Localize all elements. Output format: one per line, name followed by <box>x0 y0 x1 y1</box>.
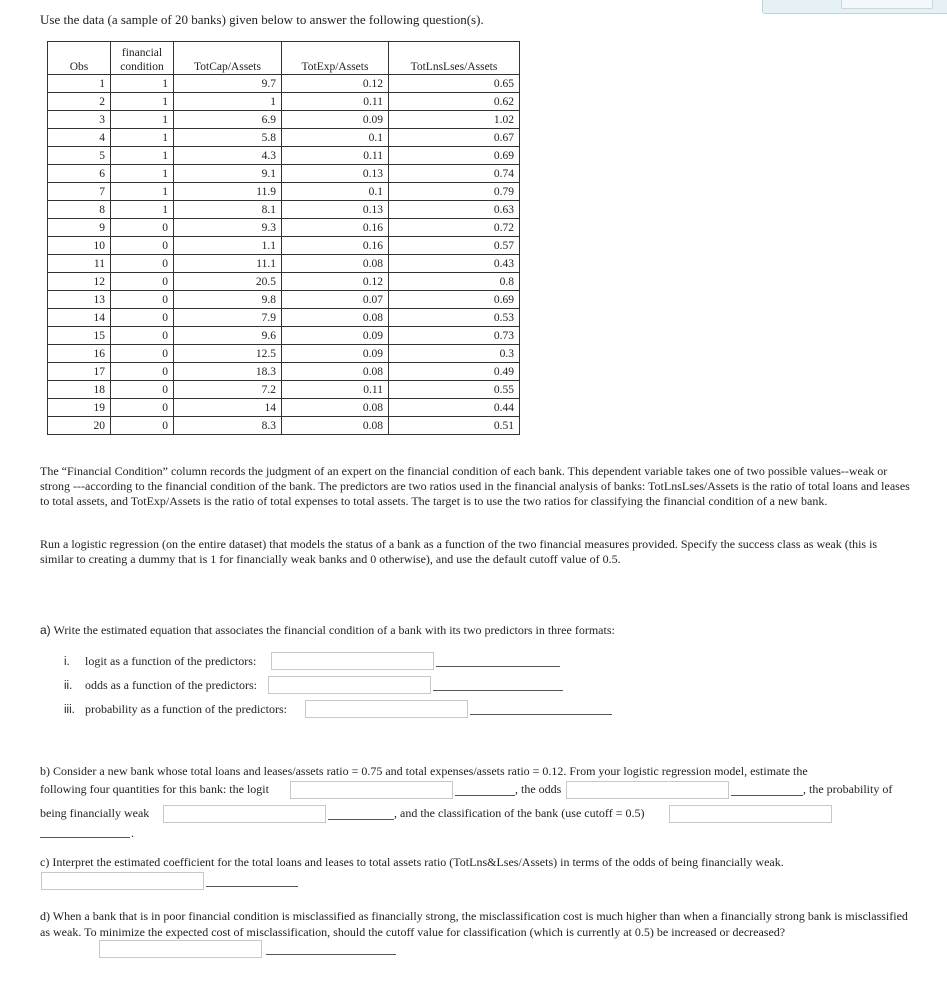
item-text: logit as a function of the predictors: <box>85 654 257 668</box>
cell-totlnslses-assets: 0.79 <box>389 183 520 201</box>
cell-financial-condition: 0 <box>111 219 174 237</box>
cell-financial-condition: 0 <box>111 327 174 345</box>
question-a-item-1 <box>64 651 256 671</box>
cell-totcap-assets: 5.8 <box>174 129 282 147</box>
logit-value-input[interactable] <box>290 781 453 799</box>
cell-totexp-assets: 0.12 <box>282 273 389 291</box>
question-b-line3-text: being financially weak <box>40 806 150 820</box>
probability-equation-input[interactable] <box>305 700 468 718</box>
answer-line <box>436 666 560 667</box>
cell-totexp-assets: 0.16 <box>282 219 389 237</box>
cell-totexp-assets: 0.07 <box>282 291 389 309</box>
cell-financial-condition: 1 <box>111 129 174 147</box>
cell-totlnslses-assets: 0.8 <box>389 273 520 291</box>
cell-financial-condition: 0 <box>111 345 174 363</box>
cell-financial-condition: 0 <box>111 381 174 399</box>
cell-totexp-assets: 0.1 <box>282 129 389 147</box>
cell-obs: 17 <box>48 363 111 381</box>
table-row <box>48 363 520 381</box>
table-header-row <box>48 42 520 75</box>
cell-totlnslses-assets: 0.57 <box>389 237 520 255</box>
cell-financial-condition: 0 <box>111 363 174 381</box>
table-row <box>48 291 520 309</box>
answer-line <box>266 954 396 955</box>
table-row <box>48 417 520 435</box>
header-totexp-assets: TotExp/Assets <box>282 42 389 75</box>
table-row <box>48 129 520 147</box>
table-row <box>48 309 520 327</box>
cell-totcap-assets: 1 <box>174 93 282 111</box>
cell-totlnslses-assets: 0.74 <box>389 165 520 183</box>
cell-totcap-assets: 7.9 <box>174 309 282 327</box>
question-a-item-3 <box>64 699 287 719</box>
cell-totcap-assets: 14 <box>174 399 282 417</box>
cell-totlnslses-assets: 0.44 <box>389 399 520 417</box>
cell-financial-condition: 0 <box>111 399 174 417</box>
cell-financial-condition: 0 <box>111 273 174 291</box>
cell-totexp-assets: 0.13 <box>282 201 389 219</box>
item-number: ii. <box>64 680 73 692</box>
item-number: i. <box>64 656 70 668</box>
cell-totlnslses-assets: 0.65 <box>389 75 520 93</box>
cell-totlnslses-assets: 0.43 <box>389 255 520 273</box>
cell-obs: 20 <box>48 417 111 435</box>
classification-input[interactable] <box>669 805 832 823</box>
cell-obs: 11 <box>48 255 111 273</box>
table-row <box>48 345 520 363</box>
table-row <box>48 237 520 255</box>
question-a-item-2 <box>64 675 257 695</box>
question-b-prob-text: , the probability of <box>803 782 893 796</box>
cell-totexp-assets: 0.16 <box>282 237 389 255</box>
cell-obs: 5 <box>48 147 111 165</box>
question-b-line2-text: following four quantities for this bank: the logit <box>40 782 269 796</box>
cell-totlnslses-assets: 0.67 <box>389 129 520 147</box>
table-row <box>48 399 520 417</box>
table-row <box>48 255 520 273</box>
table-row <box>48 273 520 291</box>
odds-value-input[interactable] <box>566 781 729 799</box>
cell-totexp-assets: 0.08 <box>282 399 389 417</box>
question-a-text: Write the estimated equation that associates the financial condition of a bank with its two predictors in three formats: <box>53 623 615 637</box>
cell-obs: 18 <box>48 381 111 399</box>
cell-obs: 2 <box>48 93 111 111</box>
logit-equation-input[interactable] <box>271 652 434 670</box>
cutoff-direction-input[interactable] <box>99 940 262 958</box>
probability-value-input[interactable] <box>163 805 326 823</box>
cell-totcap-assets: 12.5 <box>174 345 282 363</box>
cell-totexp-assets: 0.12 <box>282 75 389 93</box>
question-b-end: . <box>131 826 134 840</box>
table-row <box>48 147 520 165</box>
cell-totexp-assets: 0.08 <box>282 363 389 381</box>
cell-totexp-assets: 0.08 <box>282 255 389 273</box>
cell-totcap-assets: 9.8 <box>174 291 282 309</box>
cell-financial-condition: 0 <box>111 291 174 309</box>
cell-totexp-assets: 0.09 <box>282 345 389 363</box>
header-financial-condition: financial condition <box>111 42 174 75</box>
bank-data-table <box>47 41 520 435</box>
answer-line <box>731 795 803 796</box>
table-row <box>48 219 520 237</box>
answer-line <box>328 819 394 820</box>
question-b-line1: b) Consider a new bank whose total loans and leases/assets ratio = 0.75 and total expenses/assets ratio = 0.12. From your logistic regression model, estimate the <box>40 764 808 778</box>
cell-totlnslses-assets: 0.69 <box>389 147 520 165</box>
cell-financial-condition: 1 <box>111 75 174 93</box>
coefficient-interpretation-input[interactable] <box>41 872 204 890</box>
question-b-odds-text: , the odds <box>515 782 562 796</box>
question-c-text: c) Interpret the estimated coefficient for the total loans and leases to total assets ratio (TotLns&Lses/Assets) in terms of the odds of being financially weak. <box>40 855 784 869</box>
table-row <box>48 165 520 183</box>
cell-totexp-assets: 0.09 <box>282 111 389 129</box>
intro-text: Use the data (a sample of 20 banks) given below to answer the following question(s). <box>40 12 484 27</box>
answer-line <box>455 795 515 796</box>
header-totcap-assets: TotCap/Assets <box>174 42 282 75</box>
cell-totexp-assets: 0.09 <box>282 327 389 345</box>
cell-totcap-assets: 11.9 <box>174 183 282 201</box>
question-a <box>40 623 615 638</box>
cell-totlnslses-assets: 1.02 <box>389 111 520 129</box>
cell-totlnslses-assets: 0.49 <box>389 363 520 381</box>
cell-financial-condition: 1 <box>111 183 174 201</box>
cell-financial-condition: 0 <box>111 309 174 327</box>
cell-obs: 4 <box>48 129 111 147</box>
table-row <box>48 201 520 219</box>
financial-condition-paragraph: The “Financial Condition” column records the judgment of an expert on the financial condition of each bank. This dependent variable takes one of two possible values--weak or strong ---according to the financial condition of the bank. The predictors are two ratios used in the financial analysis of banks: TotLnsLses/Assets is the ratio of total loans and leases to total assets, and TotExp/Assets is the ratio of total expenses to total assets. The target is to use the two ratios for classifying the financial condition of a new bank. <box>40 464 910 508</box>
cell-obs: 16 <box>48 345 111 363</box>
answer-line <box>40 837 130 838</box>
cell-totlnslses-assets: 0.51 <box>389 417 520 435</box>
table-row <box>48 327 520 345</box>
item-text: probability as a function of the predictors: <box>85 702 287 716</box>
item-number: iii. <box>64 704 75 716</box>
cell-totcap-assets: 20.5 <box>174 273 282 291</box>
header-totlnslses-assets: TotLnsLses/Assets <box>389 42 520 75</box>
header-obs: Obs <box>48 42 111 75</box>
cell-totlnslses-assets: 0.3 <box>389 345 520 363</box>
cell-totcap-assets: 9.7 <box>174 75 282 93</box>
cell-obs: 19 <box>48 399 111 417</box>
question-a-label: a) <box>40 623 51 637</box>
cell-totlnslses-assets: 0.69 <box>389 291 520 309</box>
top-right-field <box>841 0 933 9</box>
table-row <box>48 111 520 129</box>
cell-totcap-assets: 9.3 <box>174 219 282 237</box>
cell-totlnslses-assets: 0.73 <box>389 327 520 345</box>
cell-totcap-assets: 7.2 <box>174 381 282 399</box>
cell-obs: 6 <box>48 165 111 183</box>
cell-totcap-assets: 1.1 <box>174 237 282 255</box>
answer-line <box>470 714 612 715</box>
cell-obs: 8 <box>48 201 111 219</box>
cell-obs: 15 <box>48 327 111 345</box>
cell-totcap-assets: 6.9 <box>174 111 282 129</box>
cell-financial-condition: 0 <box>111 255 174 273</box>
cell-obs: 9 <box>48 219 111 237</box>
cell-totcap-assets: 8.3 <box>174 417 282 435</box>
cell-totcap-assets: 8.1 <box>174 201 282 219</box>
cell-totexp-assets: 0.1 <box>282 183 389 201</box>
cell-financial-condition: 1 <box>111 111 174 129</box>
cell-financial-condition: 1 <box>111 201 174 219</box>
cell-totlnslses-assets: 0.72 <box>389 219 520 237</box>
cell-obs: 3 <box>48 111 111 129</box>
cell-totlnslses-assets: 0.55 <box>389 381 520 399</box>
cell-totexp-assets: 0.11 <box>282 93 389 111</box>
cell-totcap-assets: 18.3 <box>174 363 282 381</box>
cell-obs: 12 <box>48 273 111 291</box>
logistic-regression-paragraph: Run a logistic regression (on the entire dataset) that models the status of a bank as a function of the two financial measures provided. Specify the success class as weak (this is similar to creating a dummy that is 1 for financially weak banks and 0 otherwise), and use the default cutoff value of 0.5. <box>40 537 878 566</box>
top-right-panel <box>762 0 947 14</box>
cell-totexp-assets: 0.08 <box>282 417 389 435</box>
cell-financial-condition: 1 <box>111 165 174 183</box>
cell-totexp-assets: 0.11 <box>282 381 389 399</box>
cell-totlnslses-assets: 0.62 <box>389 93 520 111</box>
cell-obs: 14 <box>48 309 111 327</box>
cell-totcap-assets: 9.6 <box>174 327 282 345</box>
cell-financial-condition: 0 <box>111 417 174 435</box>
cell-totexp-assets: 0.11 <box>282 147 389 165</box>
odds-equation-input[interactable] <box>268 676 431 694</box>
cell-obs: 13 <box>48 291 111 309</box>
cell-totcap-assets: 9.1 <box>174 165 282 183</box>
question-d-text: d) When a bank that is in poor financial condition is misclassified as financially strong, the misclassification cost is much higher than when a financially strong bank is misclassified as weak. To minimize the expected cost of misclassification, should the cutoff value for classification (which is currently at 0.5) be increased or decreased? <box>40 909 908 939</box>
cell-obs: 10 <box>48 237 111 255</box>
cell-obs: 7 <box>48 183 111 201</box>
question-b-classification-text: , and the classification of the bank (use cutoff = 0.5) <box>394 806 645 820</box>
cell-totexp-assets: 0.08 <box>282 309 389 327</box>
answer-line <box>433 690 563 691</box>
answer-line <box>206 886 298 887</box>
cell-totcap-assets: 11.1 <box>174 255 282 273</box>
table-row <box>48 381 520 399</box>
cell-financial-condition: 1 <box>111 147 174 165</box>
cell-financial-condition: 1 <box>111 93 174 111</box>
cell-totlnslses-assets: 0.63 <box>389 201 520 219</box>
item-text: odds as a function of the predictors: <box>85 678 257 692</box>
cell-totcap-assets: 4.3 <box>174 147 282 165</box>
table-row <box>48 75 520 93</box>
table-row <box>48 183 520 201</box>
table-row <box>48 93 520 111</box>
cell-totlnslses-assets: 0.53 <box>389 309 520 327</box>
cell-obs: 1 <box>48 75 111 93</box>
cell-financial-condition: 0 <box>111 237 174 255</box>
cell-totexp-assets: 0.13 <box>282 165 389 183</box>
